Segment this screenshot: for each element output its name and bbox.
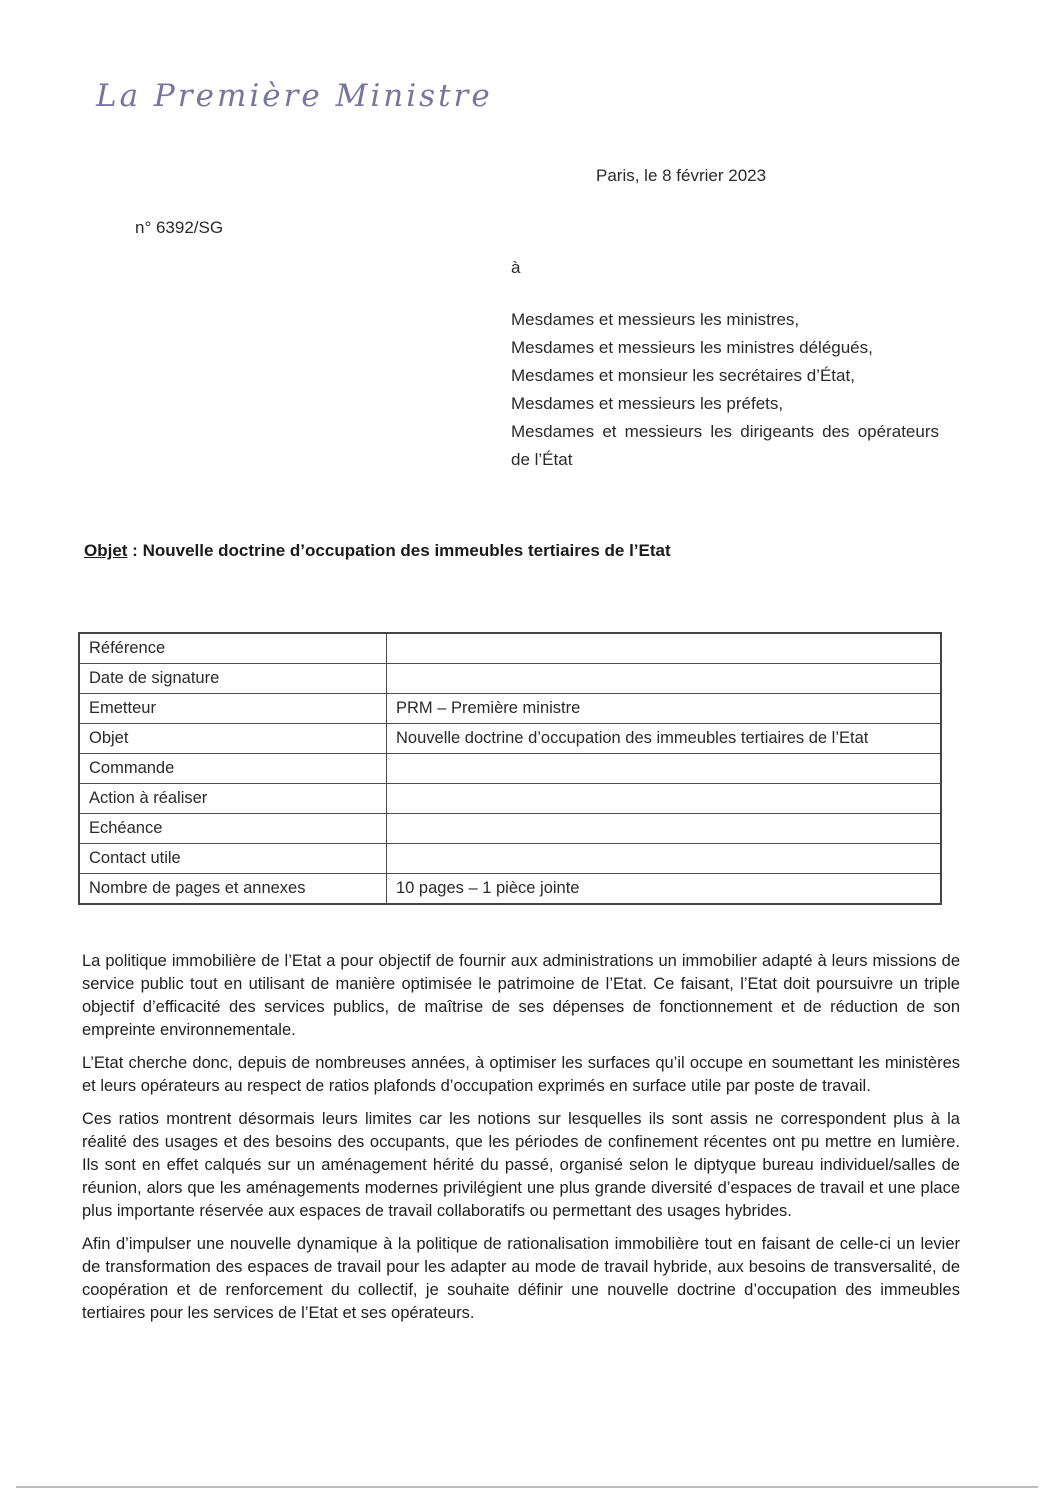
subject-line [84, 541, 671, 561]
recipients-block [511, 306, 939, 474]
subject-text: Nouvelle doctrine d’occupation des immeubles tertiaires de l’Etat [142, 541, 671, 560]
body-paragraph: Ces ratios montrent désormais leurs limites car les notions sur lesquelles ils sont assis ne correspondent plus à la réalité des usages et des besoins des occupants, que les périodes de confinement récentes ont pu mettre en lumière. Ils sont en effet calqués sur un aménagement hérité du passé, organisé selon le diptyque bureau individuel/salles de réunion, alors que les aménagements modernes privilégient une plus grande diversité d’espaces de travail et une place plus importante réservée aux espaces de travail collaboratifs ou permettant des usages hybrides. [82, 1110, 960, 1220]
table-row-value: Nouvelle doctrine d’occupation des immeubles tertiaires de l’Etat [387, 724, 942, 754]
table-row [79, 784, 941, 814]
table-row-value: 10 pages – 1 pièce jointe [387, 874, 942, 905]
body-paragraph: L’Etat cherche donc, depuis de nombreuses années, à optimiser les surfaces qu’il occupe en soumettant les ministères et leurs opérateurs au respect de ratios plafonds d’occupation exprimés en surface utile par poste de travail. [82, 1054, 960, 1095]
table-row [79, 633, 941, 664]
table-row-label: Action à réaliser [79, 784, 387, 814]
page-edge-line [16, 1486, 1038, 1488]
subject-separator: : [127, 541, 143, 560]
letter-body [82, 950, 960, 1335]
table-row-label: Nombre de pages et annexes [79, 874, 387, 905]
body-paragraph: La politique immobilière de l’Etat a pour objectif de fournir aux administrations un immobilier adapté à leurs missions de service public tout en utilisant de manière optimisée le patrimoine de l’Etat. Ce faisant, l’Etat doit poursuivre un triple objectif d’efficacité des services publics, de maîtrise de ses dépenses de fonctionnement et de réduction de son empreinte environnementale. [82, 952, 960, 1039]
metadata-table [78, 632, 942, 905]
table-row [79, 844, 941, 874]
body-paragraph: Afin d’impulser une nouvelle dynamique à la politique de rationalisation immobilière tout en faisant de celle-ci un levier de transformation des espaces de travail pour les adapter au mode de travail hybride, aux besoins de transversalité, de coopération et de renforcement du collectif, je souhaite définir une nouvelle doctrine d’occupation des immeubles tertiaires pour les services de l’Etat et ses opérateurs. [82, 1235, 960, 1322]
table-row-label: Référence [79, 633, 387, 664]
table-row-value [387, 784, 942, 814]
subject-label: Objet [84, 541, 128, 560]
table-row-label: Contact utile [79, 844, 387, 874]
table-row-value: PRM – Première ministre [387, 694, 942, 724]
table-row-label: Emetteur [79, 694, 387, 724]
table-row-label: Commande [79, 754, 387, 784]
recipient-line: Mesdames et monsieur les secrétaires d’État, [511, 366, 855, 385]
reference-number: n° 6392/SG [135, 218, 224, 237]
table-row-value [387, 664, 942, 694]
recipient-line: Mesdames et messieurs les préfets, [511, 394, 784, 413]
to-marker: à [511, 258, 521, 277]
table-row [79, 724, 941, 754]
table-row [79, 814, 941, 844]
table-row-label: Objet [79, 724, 387, 754]
table-row-value [387, 633, 942, 664]
table-row [79, 874, 941, 905]
table-row-value [387, 814, 942, 844]
letterhead-script-title: La Première Ministre [96, 78, 493, 114]
table-row-value [387, 754, 942, 784]
recipient-line: Mesdames et messieurs les ministres, [511, 310, 800, 329]
table-row [79, 754, 941, 784]
table-row [79, 664, 941, 694]
table-row-value [387, 844, 942, 874]
recipient-line: Mesdames et messieurs les dirigeants des opérateurs de l’État [511, 422, 939, 469]
table-row [79, 694, 941, 724]
recipient-line: Mesdames et messieurs les ministres délégués, [511, 338, 873, 357]
dateline: Paris, le 8 février 2023 [596, 166, 767, 185]
table-row-label: Echéance [79, 814, 387, 844]
table-row-label: Date de signature [79, 664, 387, 694]
